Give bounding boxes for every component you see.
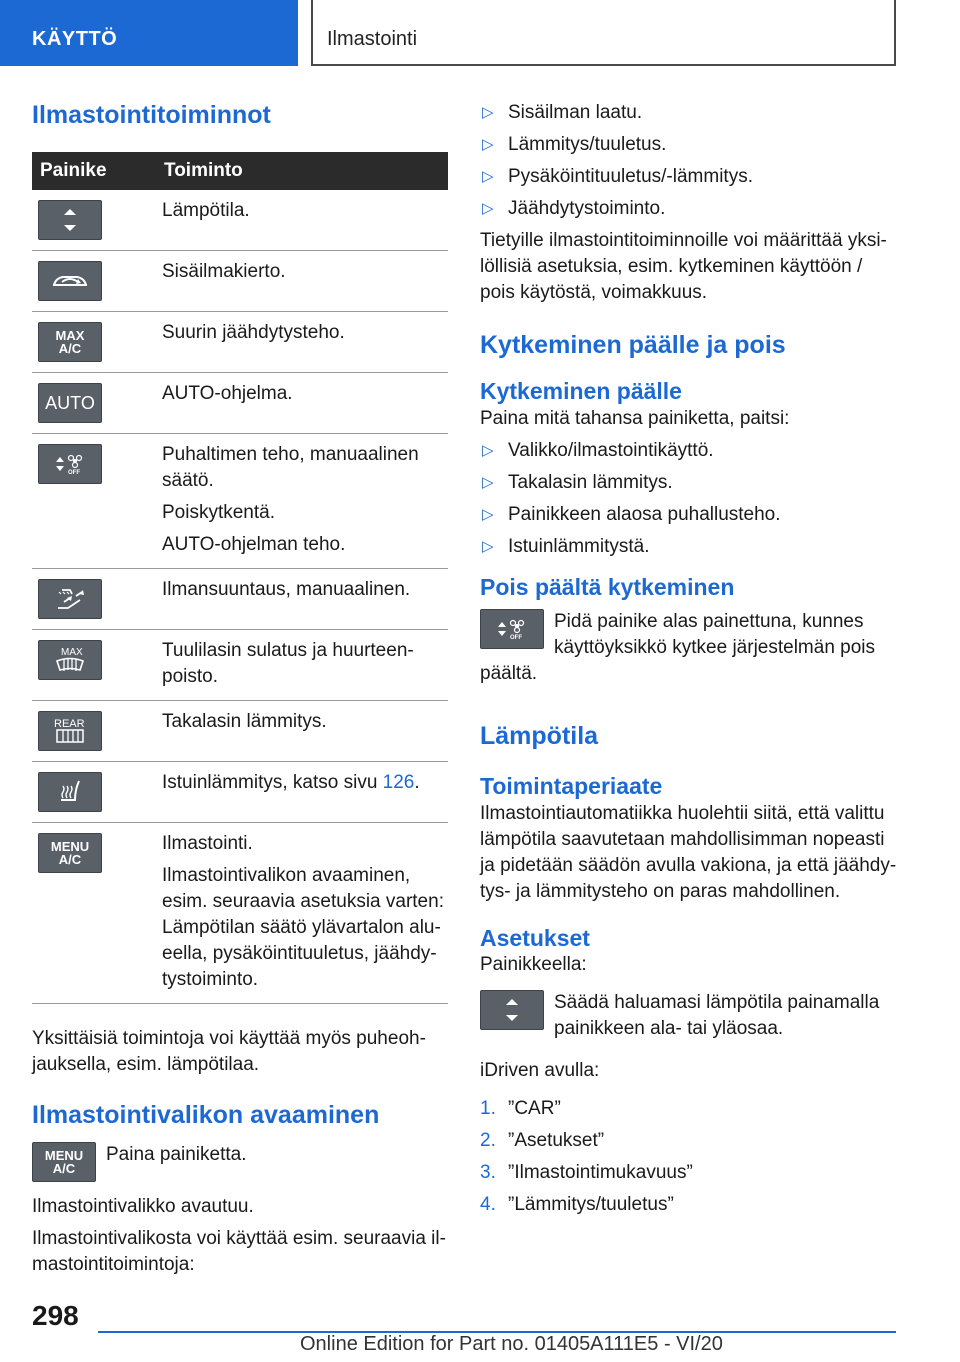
function-text: Puhaltimen teho, manuaalinen säätö. — [162, 444, 419, 491]
right-column — [480, 100, 900, 1224]
list-item: ▷ Painikkeen alaosa puhallusteho. — [482, 503, 781, 525]
function-text: AUTO-ohjelman teho. — [162, 534, 346, 555]
table-row — [32, 434, 448, 569]
column-header-button: Painike — [32, 152, 154, 190]
paragraph: päältä. — [480, 663, 538, 685]
list-item: 3. ”Ilmastointimukavuus” — [480, 1162, 693, 1184]
function-text: Ilmastointivalikon avaaminen, esim. seuraavia asetuksia varten: Lämpötilan säätö ylävartalon alu-eella, pysäköintituuletus, jäähdy-tystoiminto. — [162, 865, 444, 990]
list-item: 1. ”CAR” — [480, 1098, 561, 1120]
table-header-row — [32, 152, 448, 190]
max-ac-icon: MAX A/C — [38, 322, 102, 362]
function-text-main: Istuinlämmitys, katso sivu — [162, 772, 383, 793]
section-heading: Kytkeminen päälle ja pois — [480, 331, 786, 359]
list-item: ▷ Pysäköintituuletus/-lämmitys. — [482, 166, 753, 187]
section-heading: Lämpötila — [480, 722, 599, 751]
rear-defrost-icon — [38, 711, 102, 751]
table-row — [32, 823, 448, 1004]
temperature-updown-icon — [38, 200, 102, 240]
page-reference-link[interactable]: 126 — [382, 772, 415, 793]
function-text-end: . — [414, 772, 420, 793]
paragraph: Paina painiketta. — [106, 1144, 247, 1165]
air-distribution-icon — [38, 579, 102, 619]
function-text: Ilmastointi. — [162, 833, 253, 854]
list-item: 4. ”Lämmitys/tuuletus” — [480, 1194, 674, 1216]
section-heading: Ilmastointivalikon avaaminen — [32, 1101, 380, 1129]
recirculation-icon — [38, 261, 102, 301]
seat-heating-icon — [38, 772, 102, 812]
paragraph: Ilmastointivalikosta voi käyttää esim. seuraavia il-mastointitoimintoja: — [32, 1228, 446, 1275]
table-row — [32, 569, 448, 630]
svg-text:OFF: OFF — [510, 635, 522, 641]
list-item: ▷ Sisäilman laatu. — [482, 102, 643, 123]
function-text: AUTO-ohjelma. — [162, 383, 293, 404]
max-defrost-icon — [38, 640, 102, 680]
subsection-heading: Pois päältä kytkeminen — [480, 573, 735, 600]
paragraph: Säädä haluamasi lämpötila painamalla painikkeen ala- tai yläosaa. — [554, 992, 880, 1040]
list-item: ▷ Valikko/ilmastointikäyttö. — [482, 439, 714, 461]
function-text: Ilmansuuntaus, manuaalinen. — [162, 579, 411, 600]
paragraph: iDriven avulla: — [480, 1060, 600, 1082]
list-item: ▷ Takalasin lämmitys. — [482, 471, 673, 493]
column-header-function: Toiminto — [154, 152, 448, 190]
svg-text:MAX: MAX — [61, 647, 83, 658]
page-header — [0, 0, 960, 66]
numbered-list — [480, 1096, 900, 1218]
paragraph: Ilmastointivalikko avautuu. — [32, 1196, 254, 1217]
table-row — [32, 312, 448, 373]
list-item: ▷ Lämmitys/tuuletus. — [482, 134, 667, 155]
chapter-title: Ilmastointi — [311, 0, 896, 66]
function-text: Poiskytkentä. — [162, 502, 275, 523]
paragraph: Ilmastointiautomatiikka huolehtii siitä, että valittu lämpötila saavutetaan mahdollisimman nopeasti ja pidetään säädön avulla vakiona, ja että jäähdy-tys- ja lämmitysteho on paras mahdollinen. — [480, 802, 897, 902]
menu-ac-icon: MENU A/C — [38, 833, 102, 873]
function-text: Tuulilasin sulatus ja huurteen-poisto. — [162, 640, 414, 687]
section-heading: Ilmastointitoiminnot — [32, 101, 271, 129]
table-row — [32, 190, 448, 251]
fan-off-icon — [480, 609, 544, 649]
subsection-heading: Asetukset — [480, 924, 590, 951]
paragraph: Paina mitä tahansa painiketta, paitsi: — [480, 407, 790, 429]
section-tab: KÄYTTÖ — [0, 0, 298, 66]
function-text: Lämpötila. — [162, 200, 250, 221]
temperature-updown-icon — [480, 990, 544, 1030]
paragraph: Pidä painike alas painettuna, kunnes käyttöyksikkö kytkee järjestelmän pois — [554, 611, 876, 659]
auto-icon: AUTO — [38, 383, 102, 423]
function-text: Takalasin lämmitys. — [162, 711, 327, 732]
svg-text:REAR: REAR — [54, 718, 85, 730]
menu-ac-icon: MENU A/C — [32, 1142, 96, 1182]
table-row — [32, 701, 448, 762]
subsection-heading: Toimintaperiaate — [480, 773, 663, 800]
paragraph: Tietyille ilmastointitoiminnoille voi määrittää yksi-löllisiä asetuksia, esim. kytkeminen käyttöön / pois käytöstä, voimakkuus. — [480, 230, 887, 303]
page-number: 298 — [32, 1300, 79, 1331]
list-item: ▷ Jäähdytystoiminto. — [482, 198, 666, 219]
edition-text: Online Edition for Part no. 01405A111E5 - VI/20 — [300, 1333, 723, 1355]
paragraph: Yksittäisiä toimintoja voi käyttää myös puheoh-jauksella, esim. lämpötilaa. — [32, 1028, 426, 1075]
left-column — [32, 100, 448, 1278]
svg-text:OFF: OFF — [68, 470, 80, 475]
table-row — [32, 373, 448, 434]
function-table — [32, 152, 448, 1004]
table-row — [32, 251, 448, 312]
list-item: ▷ Istuinlämmitystä. — [482, 535, 650, 557]
function-text: Suurin jäähdytysteho. — [162, 322, 345, 343]
function-text: Sisäilmakierto. — [162, 261, 286, 282]
bullet-list — [480, 438, 900, 560]
list-item: 2. ”Asetukset” — [480, 1130, 605, 1152]
subsection-heading: Kytkeminen päälle — [480, 378, 682, 404]
table-row — [32, 762, 448, 823]
paragraph: Painikkeella: — [480, 954, 587, 976]
table-row — [32, 630, 448, 701]
fan-off-icon — [38, 444, 102, 484]
bullet-list — [480, 100, 900, 222]
function-text — [162, 770, 448, 796]
